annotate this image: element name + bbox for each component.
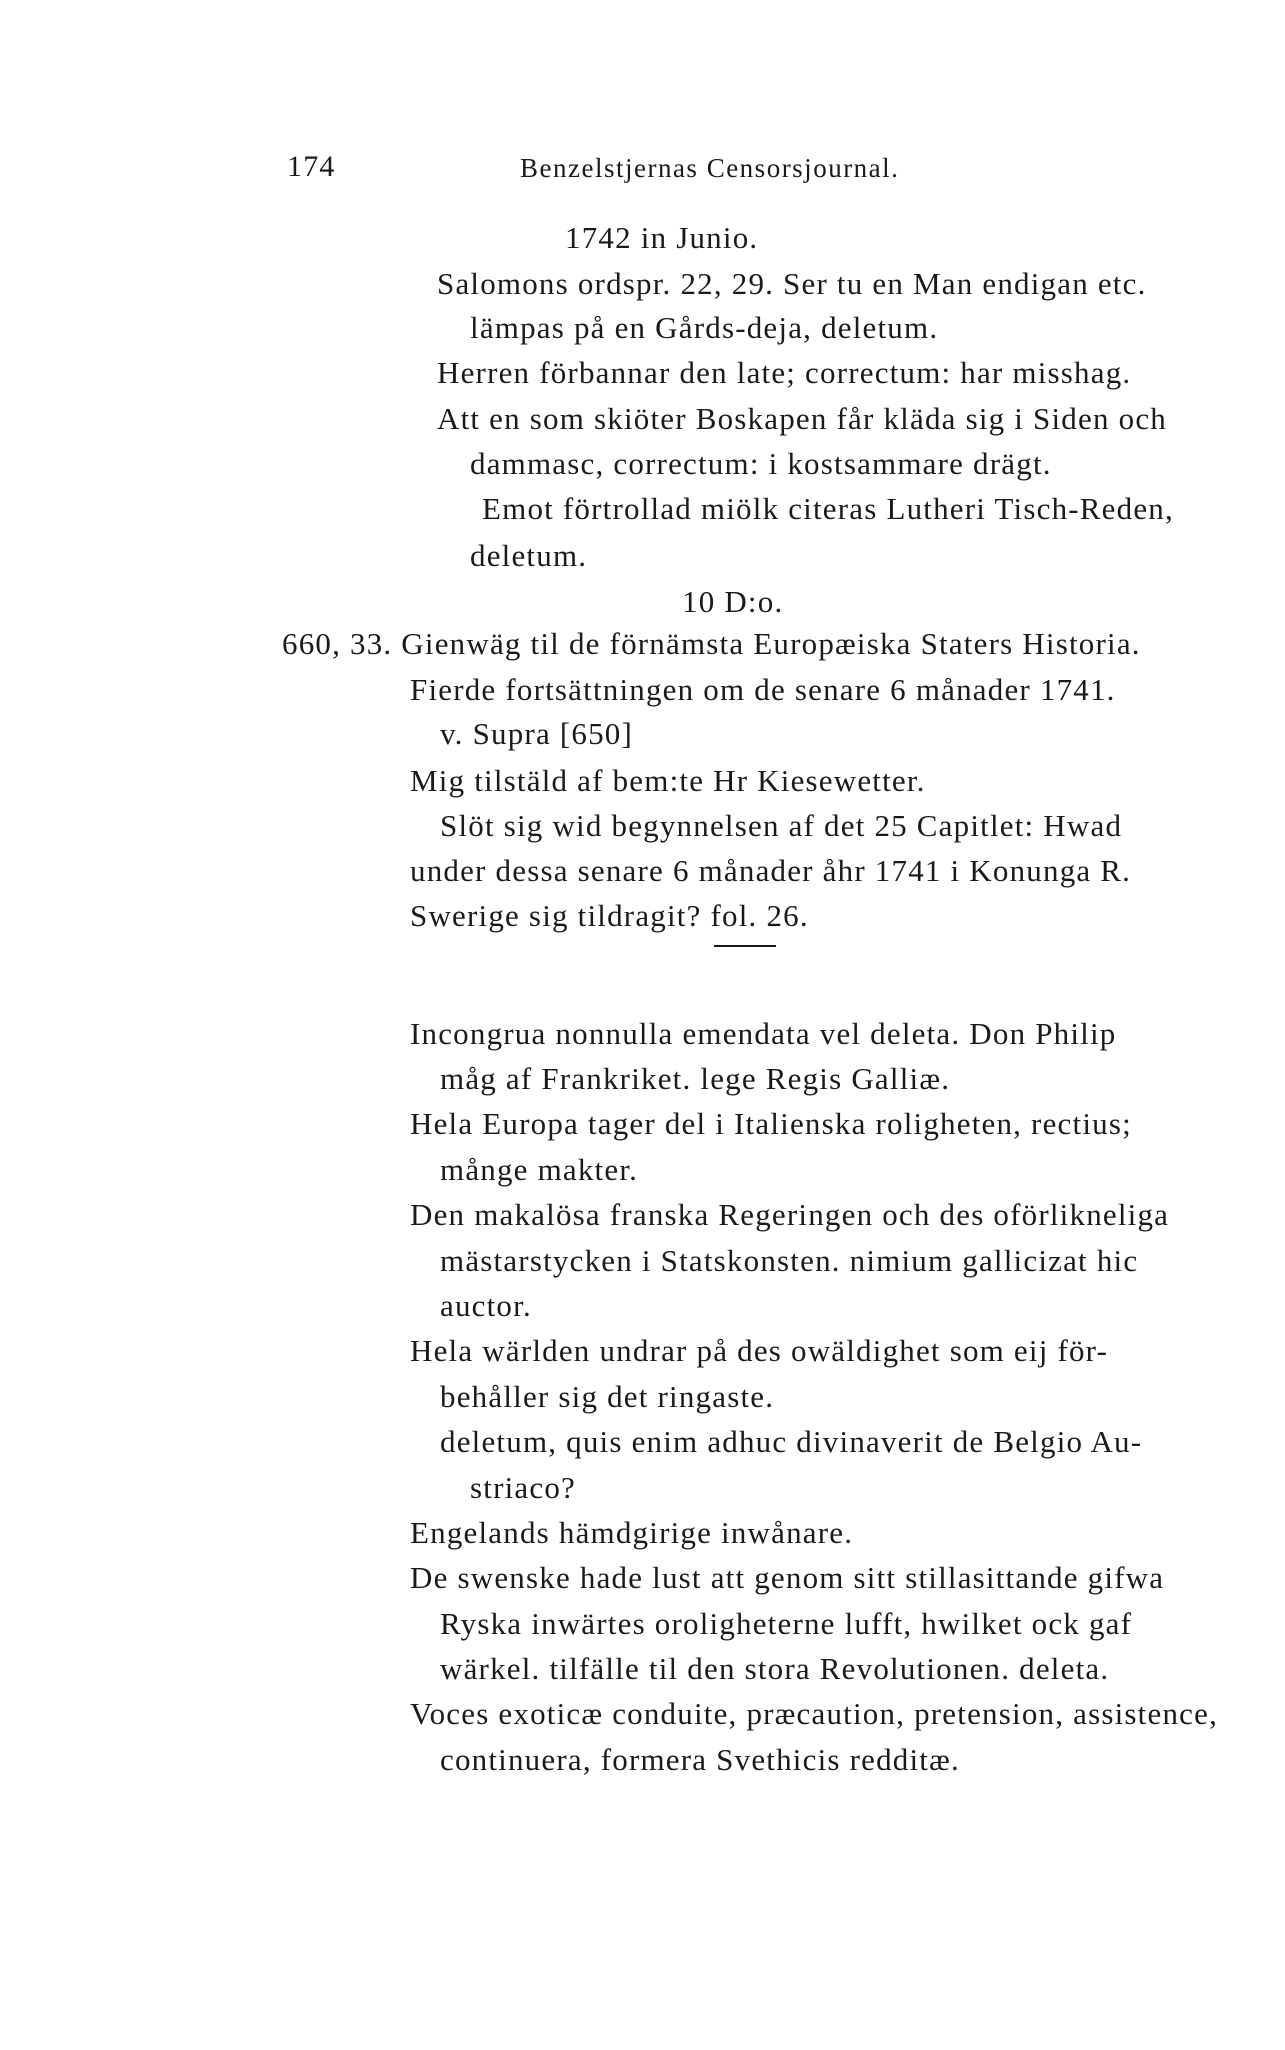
text-line: Ryska inwärtes oroligheterne lufft, hwilket ock gaf: [440, 1606, 1133, 1641]
text-line: Mig tilstäld af bem:te Hr Kiesewetter.: [410, 763, 926, 798]
text-line: 660, 33. Gienwäg til de förnämsta Europæiska Staters Historia.: [282, 626, 1141, 661]
text-line: Hela wärlden undrar på des owäldighet som eij för-: [410, 1333, 1109, 1368]
text-line: lämpas på en Gårds-deja, deletum.: [470, 310, 939, 345]
section-divider: [714, 945, 776, 947]
text-line: Hela Europa tager del i Italienska roligheten, rectius;: [410, 1106, 1132, 1141]
text-line: deletum.: [470, 538, 588, 573]
text-line: Slöt sig wid begynnelsen af det 25 Capitlet: Hwad: [440, 808, 1123, 843]
text-line: månge makter.: [440, 1152, 639, 1187]
text-line: v. Supra [650]: [440, 716, 634, 751]
text-line: continuera, formera Svethicis redditæ.: [440, 1742, 960, 1777]
entry-date-heading: 1742 in Junio.: [565, 220, 759, 255]
text-line: Den makalösa franska Regeringen och des oförlikneliga: [410, 1197, 1170, 1232]
text-line: dammasc, correctum: i kostsammare drägt.: [470, 446, 1052, 481]
text-line: Incongrua nonnulla emendata vel deleta. Don Philip: [410, 1016, 1117, 1051]
text-line: Engelands hämdgirige inwånare.: [410, 1515, 854, 1550]
text-line: under dessa senare 6 månader åhr 1741 i Konunga R.: [410, 853, 1132, 888]
text-line: måg af Frankriket. lege Regis Galliæ.: [440, 1061, 951, 1096]
running-title: Benzelstjernas Censorsjournal.: [520, 153, 900, 183]
text-line: De swenske hade lust att genom sitt stillasittande gifwa: [410, 1560, 1165, 1595]
text-line: Att en som skiöter Boskapen får kläda sig i Siden och: [437, 401, 1167, 436]
text-line: Swerige sig tildragit? fol. 26.: [410, 898, 809, 933]
text-line: Fierde fortsättningen om de senare 6 månader 1741.: [410, 672, 1116, 707]
text-line: Emot förtrollad miölk citeras Lutheri Tisch-Reden,: [482, 491, 1174, 526]
page-number: 174: [287, 150, 336, 183]
text-line: Voces exoticæ conduite, præcaution, pretension, assistence,: [410, 1696, 1219, 1731]
text-line: Salomons ordspr. 22, 29. Ser tu en Man endigan etc.: [437, 266, 1147, 301]
text-line: behåller sig det ringaste.: [440, 1379, 775, 1414]
text-line: mästarstycken i Statskonsten. nimium gallicizat hic: [440, 1243, 1139, 1278]
entry-date-heading: 10 D:o.: [682, 584, 784, 619]
text-line: auctor.: [440, 1288, 532, 1323]
text-line: Herren förbannar den late; correctum: har misshag.: [437, 355, 1132, 390]
text-line: deletum, quis enim adhuc divinaverit de Belgio Au-: [440, 1424, 1143, 1459]
text-line: wärkel. tilfälle til den stora Revolutionen. deleta.: [440, 1651, 1110, 1686]
text-line: striaco?: [470, 1470, 576, 1505]
